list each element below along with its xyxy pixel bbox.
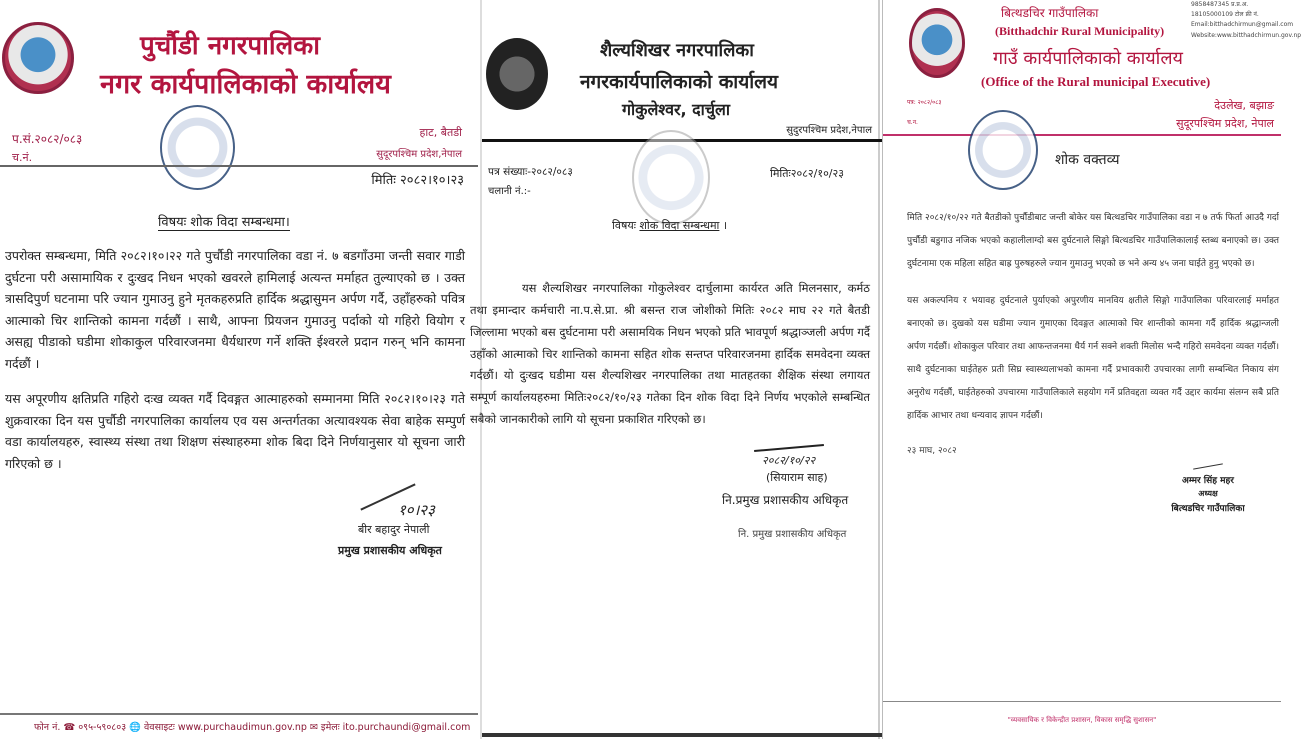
letter-body <box>5 245 465 558</box>
letter-bitthadchir <box>882 0 1301 739</box>
letter-date: मितिः२०८२/१०/२३ <box>770 167 844 180</box>
subject-label: विषयः <box>612 219 636 232</box>
body-paragraph: यस शैल्यशिखर नगरपालिका गोकुलेश्वर दार्चुलामा कार्यरत अति मिलनसार, कर्मठ तथा इमान्दार कर्मचारी ना.प.से.प्रा. श्री बसन्त राज जोशीको मितिः २०८२ माघ २२ गते बैतडी जिल्लामा भएको बस दुर्घटनामा परी असामयिक निधन भएको प्रति भावपूर्ण श्रद्धाञ्जली अर्पण गर्दै उहाँको आत्माको चिर शान्तिको कामना सहित शोक सन्तप्त परिवारजनमा हार्दिक समवेदना व्यक्त गर्दछौं। यो दुःखद घडीमा यस शैल्यशिखर नगरपालिका तथा मातहतका शैक्षिक संस्था लगायत सम्पूर्ण कार्यालयहरुमा मितिः२०८२/१०/२३ गतेका दिन शोक विदा दिने निर्णय भएकोले सम्बन्धित सबैको जानकारीको लागि यो सूचना प्रकाशित गरिएको छ। <box>470 281 870 427</box>
office-stamp <box>632 130 710 225</box>
signatory-name: बीर बहादुर नेपाली <box>358 523 430 536</box>
nepal-emblem-logo <box>909 8 965 78</box>
subject <box>612 218 727 233</box>
signatory-designation: प्रमुख प्रशासकीय अधिकृत <box>338 544 442 557</box>
footer-contact: फोन नं. ☎ ०९५-५९०८०३ 🌐 वेवसाइटः www.purchaudimun.gov.np ✉ इमेलः ito.purchaundi@gmail.com <box>34 722 471 733</box>
signatory-designation: नि.प्रमुख प्रशासकीय अधिकृत <box>722 492 849 507</box>
email: Email:bitthadchirmun@gmail.com <box>1191 21 1294 29</box>
designation-stamp: नि. प्रमुख प्रशासकीय अधिकृत <box>738 528 847 540</box>
ref-number: पत्र: २०८२/०८३ <box>907 99 942 106</box>
letter-date: मितिः २०८२।१०।२३ <box>371 173 464 188</box>
phone: 9858487345 प्र.प्र.अ. <box>1191 1 1249 8</box>
letterhead-subtitle-en: (Office of the Rural municipal Executive) <box>981 74 1211 89</box>
letter-body <box>907 207 1279 514</box>
letterhead-title-en: (Bitthadchir Rural Municipality) <box>995 24 1165 38</box>
address-line1: देउलेख, बझाङ <box>1214 99 1274 112</box>
footer-divider <box>883 701 1281 702</box>
body-paragraph: मिति २०८२/१०/२२ गते बैतडीको पुर्चौडीबाट जन्ती बोकेर यस बित्थडचिर गाउँपालिका वडा न ७ तर्फ फिर्ता आउदै गर्दा पुर्चौडी बडुगाउ नजिक भएको कहालीलाग्दो बस दुर्घटनाले सिङ्गो बित्थडचिर गाउँपालिकालाई स्तब्ध बनाएको छ। उक्त दुर्घटनामा एक महिला सहित बाह्र पुरुषहरुले ज्यान गुमाउनु भएको छ भने अन्य ४५ जना घाईते हुनु भएको छ। <box>907 213 1279 269</box>
nepal-emblem-logo <box>486 38 548 110</box>
footer-divider <box>0 713 478 715</box>
signature-date: २०८२/१०/२२ <box>762 453 816 467</box>
body-paragraph: उपरोक्त सम्बन्धमा, मिति २०८२।१०।२२ गते पुर्चौडी नगरपालिका वडा नं. ७ बडगाँउमा जन्ती सवार गाडी दुर्घटना परी असामायिक र दुःखद निधन भएको खवरले हामिलाई अत्यन्त मर्माहत तुल्याएको छ । उक्त त्रासदिपुर्ण घटनामा परि ज्यान गुमाउनु हुने मृतकहरुप्रति हार्दिक श्रद्धासुमन अर्पण गर्दै, उहाँहरुको पवित्र आत्माको चिर शान्तिको कामना गर्दछौं । साथै, आफ्ना प्रियजन गुमाउनु पर्दाको यो गहिरो वियोग र असह्य पीडाको घडीमा शोकाकुल परिवारजनमा धैर्यधारण गर्ने शक्ति ईश्वरले प्रदान गरुन् भनि कामना गर्दछौं । <box>5 248 465 371</box>
nepal-emblem-logo <box>2 22 74 94</box>
letterhead-subtitle: नगरकार्यपालिकाको कार्यालय <box>580 71 779 93</box>
footer-motto: "व्यवसायिक र विकेन्द्रीत प्रशासन, विकास समृद्धि सुशासन" <box>1007 716 1157 724</box>
province: सुदुरपश्चिम प्रदेश,नेपाल <box>786 125 872 136</box>
body-paragraph: यस अपूरणीय क्षतिप्रति गहिरो दःख व्यक्त गर्दै दिवङ्गत आत्माहरुको सम्मानमा मिति २०८२।१०।२३ गते शुक्रवारका दिन यस पुर्चौडी नगरपालिका कार्यालय एव यस अन्तर्गतका अत्यावश्यक सेवा बाहेक सम्पुर्ण वडा कार्यालयहरु, स्वास्थ्य संस्था तथा शिक्षण संस्थाहरुमा शोक बिदा दिने निर्णयानुसार यो सूचना जारी गरिएको छ । <box>5 391 465 471</box>
signature-block <box>338 496 465 558</box>
signatory-name: अम्मर सिंह महर <box>1182 476 1234 487</box>
contact-block <box>1191 0 1301 41</box>
statement-date: २३ माघ, २०८२ <box>907 446 957 457</box>
letterhead-subtitle: गाउँ कार्यपालिकाको कार्यालय <box>993 48 1183 69</box>
office-stamp <box>160 105 235 190</box>
letterhead-location: गोकुलेश्वर, दार्चुला <box>622 100 730 119</box>
toll-free: 18105000109 टोल फ्री नं. <box>1191 11 1259 19</box>
header-divider <box>883 134 1281 136</box>
signatory-name: (सियाराम साह) <box>766 470 828 484</box>
address-line2: सुदूरपश्चिम प्रदेश, नेपाल <box>1176 117 1274 130</box>
subject: विषयः शोक विदा सम्बन्धमा। <box>158 212 290 231</box>
subject-text: शोक विदा सम्बन्धमा <box>639 219 720 232</box>
letter-shailyashikhar <box>470 0 880 739</box>
body-paragraph: यस अकल्पनिय र भयावह दुर्घटनाले पुर्याएको अपुरणीय मानविय क्षतीले सिङ्गो गाउँपालिका परिवारलाई मर्माहत बनाएको छ। दुखको यस घडीमा ज्यान गुमाएका दिवङ्गत आत्माको चिर शान्तीको कामना गर्दै हार्दिक श्रद्धान्जली अर्पण गर्दछौं। शोकाकुल परिवार तथा आफन्तजनमा धैर्य गर्न सक्ने शक्ती मिलोस भन्दै गहिरो समवेदना व्यक्त गर्दछौं। साथै दुर्घटनाका घाईतेहरु प्रती सिघ्र स्वास्थ्यलाभको कामना गर्दै प्रभावकारी उपचारका लागी सम्बन्धित निकाय संग अनुरोध गर्दछौं, घाईतेहरुको उपचारमा गाउँपालिकाले सहयोग गर्ने प्रतिवद्दता व्यक्त गर्दै उद्दार कार्यमा संलग्न सबै प्रति हार्दिक आभार तथा धन्यवाद ज्ञापन गर्दछौं। <box>907 295 1279 421</box>
website: Website:www.bitthadchirmun.gov.np <box>1191 31 1301 39</box>
signature-block <box>722 447 870 540</box>
header-divider <box>0 165 478 167</box>
address-line1: हाट, बैतडी <box>419 126 462 139</box>
letter-body <box>470 278 870 540</box>
address-line2: सुदूरपश्चिम प्रदेश,नेपाल <box>376 149 462 160</box>
letterhead-subtitle: नगर कार्यपालिकाको कार्यालय <box>100 69 391 100</box>
letterhead-title: पुर्चौडी नगरपालिका <box>140 31 320 61</box>
letterhead-title: शैल्यशिखर नगरपालिका <box>600 40 754 61</box>
handwritten-signature <box>1193 464 1223 470</box>
signatory-designation: अध्यक्ष <box>1198 489 1218 499</box>
letterhead-title: बित्थडचिर गाउँपालिका <box>1001 6 1099 20</box>
ref-number: प.सं.२०८२/०८३ <box>12 132 83 146</box>
ref-number: पत्र संख्याः-२०८२/०८३ <box>488 166 573 178</box>
signature-date: १०।२३ <box>398 501 435 519</box>
dispatch-number: च.न. <box>907 119 918 126</box>
handwritten-signature <box>754 444 824 452</box>
dispatch-number: चलानी नं.:- <box>488 186 531 197</box>
signature-block <box>1153 466 1263 514</box>
bottom-edge <box>482 733 882 737</box>
dispatch-number: च.नं. <box>12 151 33 164</box>
subject-end: । <box>722 219 728 232</box>
office-stamp <box>968 110 1038 190</box>
statement-heading: शोक वक्तव्य <box>1055 152 1120 168</box>
signatory-office: बित्थडचिर गाउँपालिका <box>1171 504 1245 515</box>
letter-purchaudi <box>0 0 478 739</box>
